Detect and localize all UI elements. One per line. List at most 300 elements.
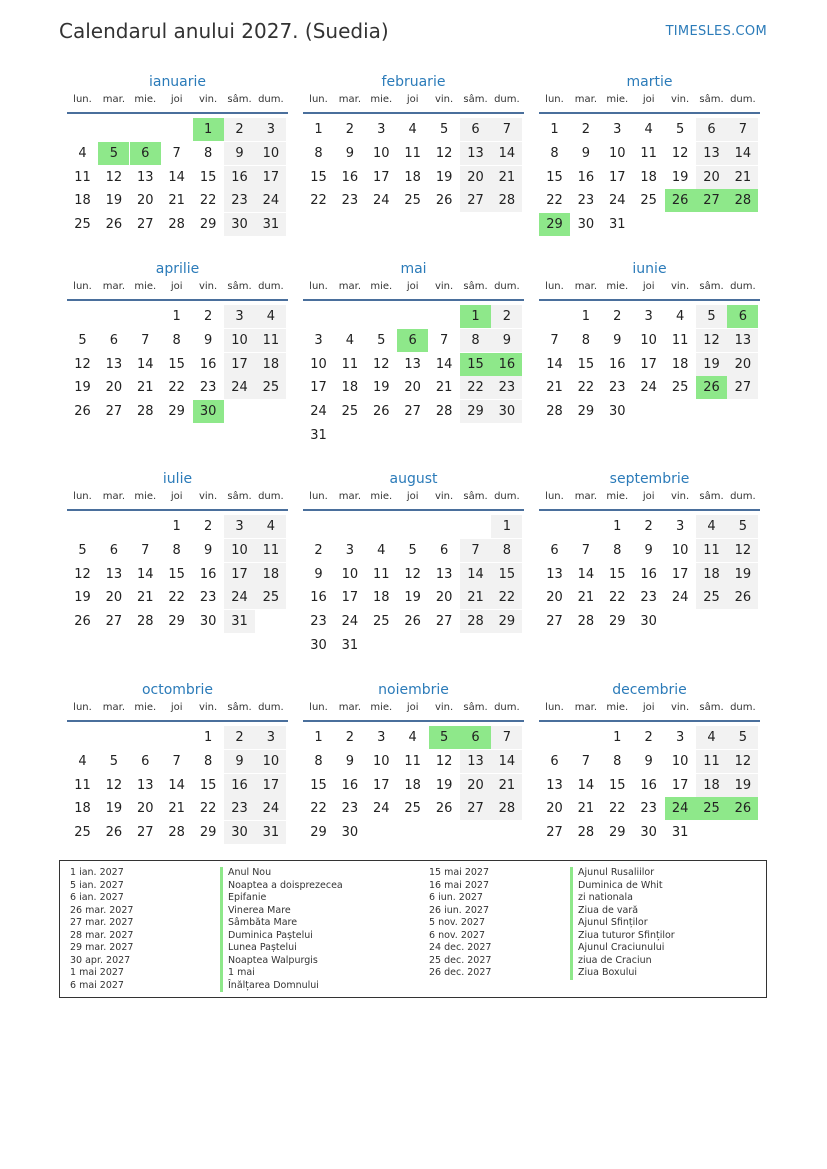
day-cell: 26	[373, 404, 390, 420]
weekday-label: joi	[642, 281, 655, 292]
day-cell: 12	[696, 329, 727, 352]
day-cell: 9	[613, 332, 622, 348]
legend-date: 5 nov. 2027	[429, 917, 485, 928]
day-cell: 21	[491, 166, 522, 189]
month-name: august	[389, 471, 438, 487]
day-cell: 17	[671, 777, 689, 793]
day-cell: 4	[78, 753, 87, 769]
day-cell: 24	[609, 193, 626, 209]
weekday-label: lun.	[73, 491, 92, 502]
day-cell: 11	[74, 169, 91, 185]
day-cell: 26	[105, 825, 123, 841]
day-cell: 27	[404, 404, 421, 420]
day-cell: 2	[644, 519, 653, 534]
day-cell: 18	[341, 380, 359, 396]
day-cell: 24	[341, 614, 359, 630]
day-cell: 21	[546, 380, 563, 396]
day-cell: 5	[377, 332, 386, 348]
holiday-day-cell: 27	[696, 189, 727, 212]
day-cell: 2	[581, 122, 591, 137]
day-cell: 27	[105, 404, 123, 420]
weekday-label: mar.	[574, 491, 598, 502]
holiday-day-cell: 15	[460, 353, 491, 376]
day-cell: 16	[224, 166, 255, 189]
day-cell: 27	[546, 825, 563, 841]
weekday-label: sâm.	[227, 702, 252, 713]
day-cell: 2	[224, 118, 255, 141]
weekday-label: mar.	[102, 281, 126, 292]
day-cell: 17	[310, 380, 327, 396]
day-cell: 22	[310, 801, 327, 817]
day-cell: 3	[675, 730, 685, 745]
day-cell: 13	[435, 566, 453, 582]
day-cell: 24	[224, 586, 255, 609]
day-cell: 12	[74, 356, 91, 372]
day-cell: 3	[675, 519, 685, 534]
weekday-header-row	[539, 90, 760, 110]
day-cell: 7	[491, 118, 522, 141]
weekday-label: lun.	[545, 491, 564, 502]
weekday-header-row	[303, 487, 524, 507]
month-name: septembrie	[609, 471, 690, 487]
day-cell: 5	[408, 542, 417, 558]
day-cell: 17	[224, 353, 255, 376]
header-rule	[67, 299, 288, 301]
day-cell: 24	[671, 590, 689, 606]
day-cell: 7	[141, 542, 150, 558]
day-cell: 30	[640, 614, 657, 630]
weekday-label: mie.	[606, 702, 629, 713]
day-cell: 18	[255, 353, 286, 376]
day-cell: 17	[640, 356, 657, 372]
day-cell: 13	[137, 777, 154, 793]
day-cell: 10	[224, 539, 255, 562]
holiday-day-cell: 30	[193, 400, 224, 423]
month-name: martie	[626, 74, 673, 90]
weekday-label: sâm.	[699, 281, 724, 292]
day-cell: 20	[460, 774, 491, 797]
day-cell: 13	[404, 356, 421, 372]
legend-holiday-name: Ajunul Sfinților	[570, 917, 675, 930]
weekday-label: sâm.	[699, 702, 724, 713]
weekday-label: mie.	[370, 491, 393, 502]
day-cell: 28	[577, 825, 595, 841]
day-cell: 9	[224, 142, 255, 165]
header-rule	[67, 720, 288, 722]
day-cell: 18	[640, 169, 657, 185]
weekday-label: vin.	[434, 491, 454, 502]
day-cell: 19	[696, 353, 727, 376]
day-cell: 22	[491, 586, 522, 609]
holiday-day-cell: 1	[193, 118, 224, 141]
day-cell: 26	[404, 614, 421, 630]
day-cell: 13	[460, 142, 491, 165]
day-cell: 2	[224, 726, 255, 749]
day-cell: 7	[460, 539, 491, 562]
day-cell: 9	[644, 753, 653, 769]
day-cell: 30	[577, 217, 595, 233]
day-cell: 19	[435, 169, 453, 185]
day-cell: 4	[78, 145, 87, 161]
day-cell: 16	[609, 356, 626, 372]
day-cell: 22	[199, 193, 217, 209]
weekday-header-row	[67, 90, 288, 110]
day-cell: 15	[609, 777, 626, 793]
legend-names-left	[220, 867, 343, 992]
legend-holiday-name: ziua de Craciun	[570, 955, 675, 968]
day-cell: 18	[74, 801, 91, 817]
day-cell: 3	[345, 542, 355, 558]
weekday-label: mar.	[574, 702, 598, 713]
day-cell: 22	[199, 801, 217, 817]
day-cell: 1	[314, 730, 323, 745]
day-cell: 3	[377, 730, 386, 745]
weekday-label: sâm.	[699, 94, 724, 105]
weekday-label: joi	[170, 491, 183, 502]
day-cell: 2	[491, 305, 522, 328]
day-cell: 4	[408, 730, 417, 745]
day-cell: 14	[137, 356, 154, 372]
day-cell: 31	[224, 610, 255, 633]
day-cell: 31	[341, 638, 359, 653]
weekday-label: dum.	[494, 281, 520, 292]
day-cell: 16	[310, 590, 327, 606]
holiday-day-cell: 5	[98, 142, 129, 165]
header-rule	[67, 509, 288, 511]
day-cell: 11	[640, 145, 657, 161]
weekday-label: joi	[406, 94, 419, 105]
day-cell: 3	[224, 515, 255, 538]
legend-holiday-name: Noaptea Walpurgis	[220, 955, 343, 968]
day-cell: 17	[373, 777, 390, 793]
day-cell: 11	[404, 145, 421, 161]
day-cell: 10	[373, 753, 390, 769]
day-cell: 15	[310, 777, 327, 793]
holiday-day-cell: 6	[130, 142, 161, 165]
weekday-header-row	[539, 698, 760, 718]
day-cell: 27	[137, 825, 154, 841]
weekday-label: dum.	[494, 491, 520, 502]
day-cell: 22	[546, 193, 563, 209]
day-cell: 29	[168, 614, 185, 630]
legend-date: 29 mar. 2027	[70, 942, 134, 953]
day-cell: 8	[314, 753, 323, 769]
holiday-day-cell: 6	[727, 305, 758, 328]
weekday-label: sâm.	[227, 94, 252, 105]
legend-holiday-name: Duminica Paștelui	[220, 930, 343, 943]
legend-date: 26 dec. 2027	[429, 967, 492, 978]
day-cell: 1	[172, 519, 181, 534]
day-cell: 9	[491, 329, 522, 352]
header-rule	[539, 112, 760, 114]
weekday-label: joi	[406, 281, 419, 292]
day-cell: 5	[78, 542, 87, 558]
day-cell: 27	[546, 614, 563, 630]
weekday-label: mie.	[370, 281, 393, 292]
weekday-header-row	[67, 487, 288, 507]
day-cell: 16	[224, 774, 255, 797]
header-rule	[303, 509, 524, 511]
day-cell: 5	[696, 305, 727, 328]
month-name: noiembrie	[378, 682, 449, 698]
day-cell: 19	[404, 590, 421, 606]
day-cell: 6	[550, 542, 559, 558]
day-cell: 30	[491, 400, 522, 423]
weekday-label: dum.	[730, 281, 756, 292]
weekday-label: joi	[406, 702, 419, 713]
day-cell: 17	[255, 166, 286, 189]
month-block-iulie	[67, 469, 288, 689]
weekday-label: lun.	[545, 702, 564, 713]
day-cell: 2	[345, 730, 355, 745]
day-cell: 25	[671, 380, 689, 396]
month-block-august	[303, 469, 524, 689]
day-cell: 23	[199, 590, 217, 606]
legend-holiday-name: Ziua de vară	[570, 905, 675, 918]
day-cell: 3	[613, 122, 622, 137]
day-cell: 24	[224, 376, 255, 399]
day-cell: 30	[310, 638, 327, 653]
weekday-label: joi	[642, 702, 655, 713]
day-cell: 26	[435, 193, 453, 209]
month-name: octombrie	[141, 682, 214, 698]
weekday-label: vin.	[670, 491, 690, 502]
day-cell: 28	[168, 217, 185, 233]
day-cell: 21	[137, 380, 154, 396]
day-cell: 4	[644, 122, 653, 137]
holiday-legend	[59, 860, 767, 998]
day-cell: 9	[203, 542, 213, 558]
day-cell: 17	[373, 169, 390, 185]
weekday-label: dum.	[730, 94, 756, 105]
weekday-label: dum.	[730, 702, 756, 713]
day-cell: 20	[435, 590, 453, 606]
legend-holiday-name: zi nationala	[570, 892, 675, 905]
day-cell: 23	[640, 590, 657, 606]
legend-date: 30 apr. 2027	[70, 954, 131, 966]
weekday-label: joi	[406, 491, 419, 502]
day-cell: 10	[373, 145, 390, 161]
day-cell: 24	[373, 193, 390, 209]
day-cell: 5	[439, 122, 449, 137]
day-cell: 10	[255, 750, 286, 773]
day-cell: 12	[105, 169, 123, 185]
day-cell: 22	[310, 193, 327, 209]
brand-link[interactable]: TIMESLES.COM	[665, 24, 767, 39]
day-cell: 2	[203, 519, 213, 534]
day-cell: 30	[224, 821, 255, 844]
month-name: ianuarie	[148, 74, 207, 90]
weekday-label: mie.	[606, 491, 629, 502]
weekday-label: dum.	[258, 491, 284, 502]
day-cell: 5	[675, 122, 685, 137]
day-cell: 11	[255, 329, 286, 352]
day-cell: 8	[460, 329, 491, 352]
day-cell: 9	[581, 145, 591, 161]
day-cell: 20	[137, 801, 154, 817]
month-name: iunie	[632, 261, 667, 277]
legend-holiday-name: Vinerea Mare	[220, 905, 343, 918]
day-cell: 21	[435, 380, 453, 396]
holiday-day-cell: 26	[665, 189, 696, 212]
day-cell: 14	[168, 777, 185, 793]
holiday-day-cell: 29	[539, 213, 570, 236]
legend-date: 26 iun. 2027	[429, 904, 490, 916]
weekday-label: vin.	[198, 702, 218, 713]
weekday-label: joi	[642, 491, 655, 502]
legend-date: 24 dec. 2027	[429, 942, 492, 953]
day-cell: 7	[727, 118, 758, 141]
month-name: aprilie	[155, 261, 200, 277]
day-cell: 8	[550, 145, 559, 161]
day-cell: 23	[609, 380, 626, 396]
day-cell: 13	[105, 356, 123, 372]
weekday-label: sâm.	[227, 281, 252, 292]
day-cell: 20	[546, 590, 563, 606]
weekday-label: mie.	[606, 94, 629, 105]
day-cell: 8	[203, 145, 213, 161]
day-cell: 7	[172, 753, 181, 769]
day-cell: 12	[74, 566, 91, 582]
day-cell: 15	[310, 169, 327, 185]
legend-holiday-name: Duminica de Whit	[570, 880, 675, 893]
day-cell: 1	[581, 309, 591, 324]
weekday-label: mie.	[370, 94, 393, 105]
day-cell: 17	[224, 563, 255, 586]
weekday-label: lun.	[545, 94, 564, 105]
day-cell: 12	[671, 145, 689, 161]
day-cell: 4	[696, 515, 727, 538]
day-cell: 19	[727, 774, 758, 797]
weekday-label: joi	[170, 702, 183, 713]
day-cell: 24	[640, 380, 657, 396]
day-cell: 3	[255, 726, 286, 749]
day-cell: 12	[727, 750, 758, 773]
day-cell: 23	[341, 193, 359, 209]
day-cell: 21	[727, 166, 758, 189]
legend-holiday-name: 1 mai	[220, 967, 343, 980]
day-cell: 21	[460, 586, 491, 609]
weekday-label: vin.	[670, 94, 690, 105]
weekday-label: mar.	[338, 281, 362, 292]
day-cell: 23	[224, 189, 255, 212]
day-cell: 5	[727, 515, 758, 538]
day-cell: 26	[435, 801, 453, 817]
weekday-label: mie.	[606, 281, 629, 292]
day-cell: 9	[314, 566, 323, 582]
month-name: decembrie	[612, 682, 687, 698]
day-cell: 14	[577, 566, 595, 582]
legend-holiday-name: Sâmbăta Mare	[220, 917, 343, 930]
day-cell: 29	[310, 825, 327, 841]
day-cell: 25	[74, 825, 91, 841]
day-cell: 29	[491, 610, 522, 633]
weekday-label: sâm.	[463, 702, 488, 713]
day-cell: 8	[172, 332, 181, 348]
day-cell: 14	[435, 356, 453, 372]
day-cell: 3	[377, 122, 386, 137]
day-cell: 25	[696, 586, 727, 609]
day-cell: 14	[460, 563, 491, 586]
day-cell: 2	[203, 309, 213, 324]
day-cell: 21	[491, 774, 522, 797]
month-block-aprilie	[67, 259, 288, 479]
day-cell: 14	[491, 142, 522, 165]
weekday-label: lun.	[309, 94, 328, 105]
weekday-label: mie.	[370, 702, 393, 713]
day-cell: 30	[199, 614, 217, 630]
header-rule	[67, 112, 288, 114]
legend-names-right	[570, 867, 675, 980]
day-cell: 30	[640, 825, 657, 841]
day-cell: 19	[105, 801, 123, 817]
day-cell: 20	[404, 380, 421, 396]
day-cell: 1	[491, 515, 522, 538]
day-cell: 4	[377, 542, 386, 558]
legend-date: 6 iun. 2027	[429, 892, 483, 903]
month-block-septembrie	[539, 469, 760, 689]
day-cell: 28	[137, 404, 154, 420]
day-cell: 15	[168, 356, 185, 372]
day-cell: 17	[341, 590, 359, 606]
day-cell: 25	[640, 193, 657, 209]
day-cell: 18	[696, 563, 727, 586]
weekday-label: dum.	[258, 94, 284, 105]
legend-date: 5 ian. 2027	[70, 879, 124, 891]
legend-holiday-name: Lunea Paștelui	[220, 942, 343, 955]
day-cell: 23	[199, 380, 217, 396]
day-cell: 30	[341, 825, 359, 841]
page-title: Calendarul anului 2027. (Suedia)	[59, 19, 389, 43]
day-cell: 26	[105, 217, 123, 233]
day-cell: 31	[671, 825, 689, 841]
day-cell: 12	[404, 566, 421, 582]
holiday-day-cell: 26	[696, 376, 727, 399]
day-cell: 22	[609, 590, 626, 606]
weekday-label: lun.	[309, 281, 328, 292]
day-cell: 13	[137, 169, 154, 185]
day-cell: 29	[460, 400, 491, 423]
day-cell: 22	[168, 590, 185, 606]
weekday-label: sâm.	[463, 281, 488, 292]
legend-date: 6 mai 2027	[70, 979, 124, 991]
day-cell: 6	[141, 753, 150, 769]
legend-holiday-name: Ziua Boxului	[570, 967, 675, 980]
day-cell: 15	[199, 777, 217, 793]
day-cell: 3	[224, 305, 255, 328]
day-cell: 15	[168, 566, 185, 582]
legend-date: 28 mar. 2027	[70, 929, 134, 941]
day-cell: 19	[435, 777, 453, 793]
day-cell: 28	[577, 614, 595, 630]
day-cell: 19	[373, 380, 390, 396]
legend-date: 1 mai 2027	[70, 967, 124, 978]
day-cell: 15	[491, 563, 522, 586]
weekday-header-row	[539, 487, 760, 507]
day-cell: 19	[727, 563, 758, 586]
weekday-label: sâm.	[699, 491, 724, 502]
holiday-day-cell: 24	[665, 797, 696, 820]
header-rule	[539, 509, 760, 511]
day-cell: 7	[550, 332, 559, 348]
day-cell: 20	[546, 801, 563, 817]
day-cell: 26	[74, 404, 91, 420]
weekday-label: vin.	[198, 281, 218, 292]
holiday-day-cell: 5	[429, 726, 460, 749]
day-cell: 20	[105, 590, 123, 606]
day-cell: 27	[460, 797, 491, 820]
day-cell: 28	[435, 404, 453, 420]
